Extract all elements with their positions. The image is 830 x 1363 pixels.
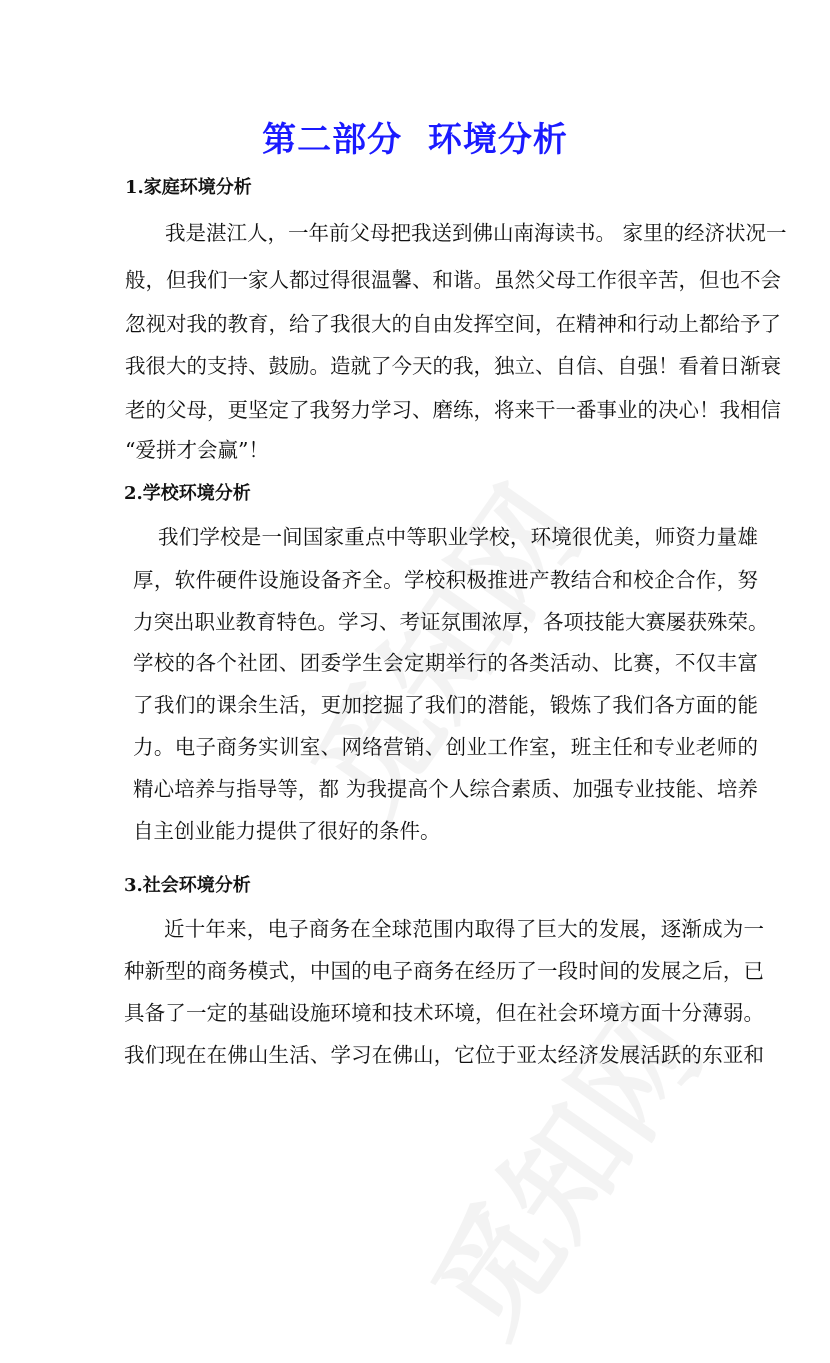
paragraph-line: 具备了一定的基础设施环境和技术环境，但在社会环境方面十分薄弱。 xyxy=(124,1001,764,1025)
paragraph-line: 种新型的商务模式，中国的电子商务在经历了一段时间的发展之后，已 xyxy=(124,959,764,983)
paragraph-line: 精心培养与指导等，都 为我提高个人综合素质、加强专业技能、培养 xyxy=(133,777,758,801)
paragraph-line: 我是湛江人，一年前父母把我送到佛山南海读书。 家里的经济状况一 xyxy=(165,221,787,245)
paragraph-line: 我们现在在佛山生活、学习在佛山，它位于亚太经济发展活跃的东亚和 xyxy=(124,1043,764,1067)
paragraph-line: 自主创业能力提供了很好的条件。 xyxy=(133,819,441,843)
section-heading-school: 2.学校环境分析 xyxy=(124,483,251,504)
section-heading-family: 1.家庭环境分析 xyxy=(125,177,252,198)
paragraph-line: 般，但我们一家人都过得很温馨、和谐。虽然父母工作很辛苦，但也不会 xyxy=(125,268,781,292)
paragraph-line: 我们学校是一间国家重点中等职业学校，环境很优美，师资力量雄 xyxy=(158,525,758,549)
paragraph-line: 我很大的支持、鼓励。造就了今天的我，独立、自信、自强！看着日渐衰 xyxy=(125,354,781,378)
paragraph-line: 老的父母，更坚定了我努力学习、磨练，将来干一番事业的决心！我相信 xyxy=(125,398,781,422)
paragraph-line: 力突出职业教育特色。学习、考证氛围浓厚，各项技能大赛屡获殊荣。 xyxy=(133,610,769,634)
section-heading-society: 3.社会环境分析 xyxy=(124,875,251,896)
paragraph-line: 忽视对我的教育，给了我很大的自由发挥空间，在精神和行动上都给予了 xyxy=(125,312,781,336)
paragraph-line: 厚，软件硬件设施设备齐全。学校积极推进产教结合和校企合作，努 xyxy=(133,568,758,592)
paragraph-line: 学校的各个社团、团委学生会定期举行的各类活动、比赛，不仅丰富 xyxy=(133,651,758,675)
paragraph-line: 了我们的课余生活，更加挖掘了我们的潜能，锻炼了我们各方面的能 xyxy=(133,693,758,717)
page-title: 第二部分 环境分析 xyxy=(262,120,568,160)
paragraph-line: 近十年来，电子商务在全球范围内取得了巨大的发展，逐渐成为一 xyxy=(164,917,764,941)
watermark xyxy=(386,969,733,1363)
paragraph-line: “爱拼才会赢”！ xyxy=(125,438,269,462)
paragraph-line: 力。电子商务实训室、网络营销、创业工作室，班主任和专业老师的 xyxy=(133,735,758,759)
